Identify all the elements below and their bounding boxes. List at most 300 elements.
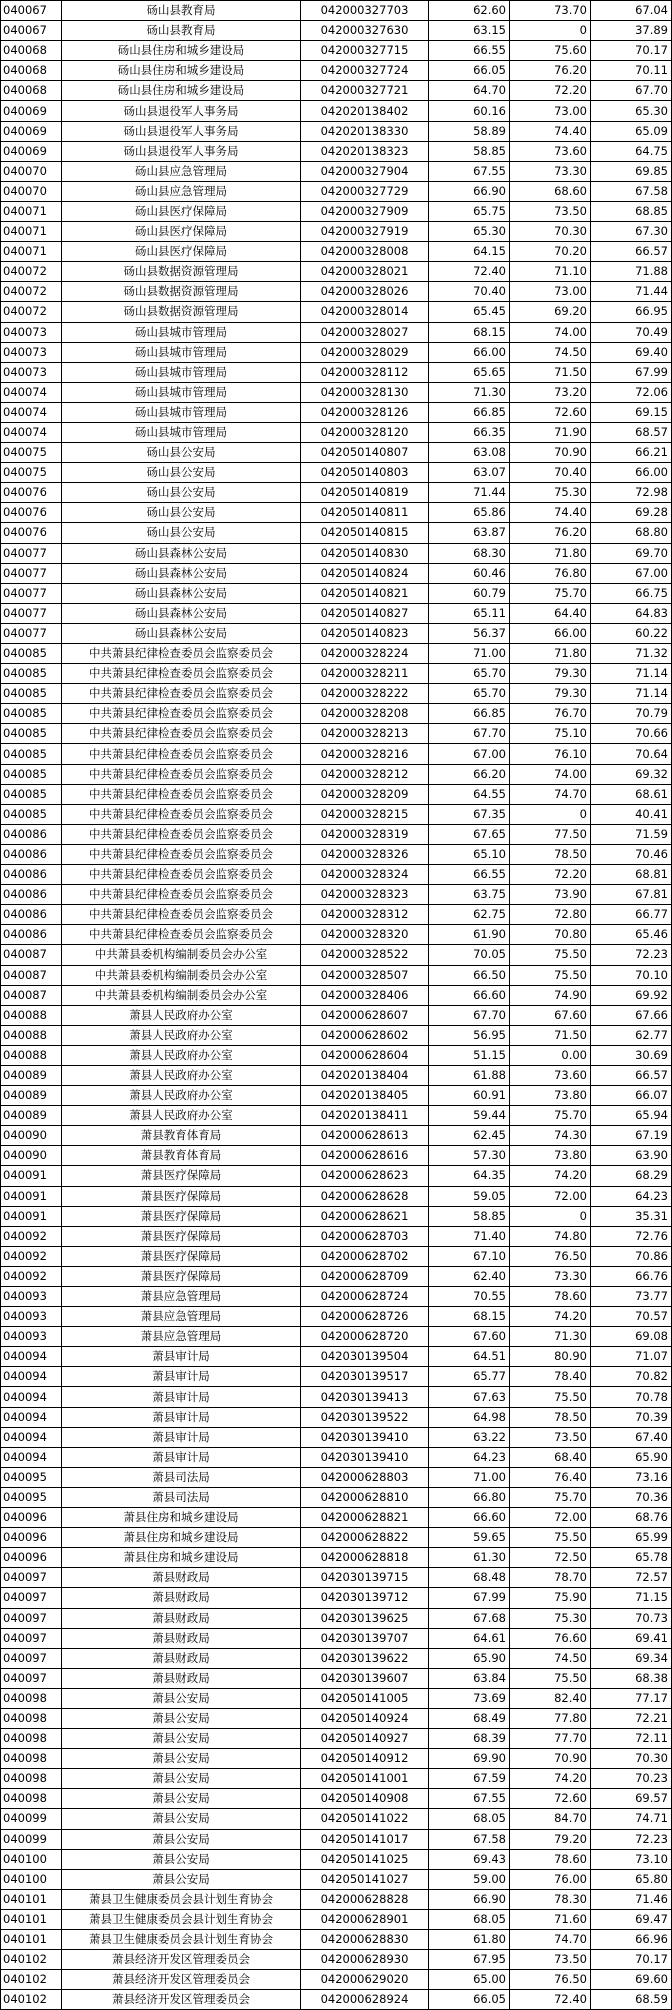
written-score-cell: 68.05 (429, 1809, 510, 1829)
written-score-cell: 67.99 (429, 1588, 510, 1608)
written-score-cell: 63.08 (429, 443, 510, 463)
interview-score-cell: 74.70 (510, 784, 591, 804)
position-code-cell: 040092 (1, 1266, 62, 1286)
table-row (1, 1206, 672, 1226)
interview-score-cell: 75.30 (510, 1608, 591, 1628)
exam-id-cell: 042000628821 (301, 1508, 429, 1528)
employer-cell: 萧县公安局 (62, 1789, 301, 1809)
position-code-cell: 040086 (1, 824, 62, 844)
written-score-cell: 65.86 (429, 503, 510, 523)
exam-id-cell: 042000628709 (301, 1266, 429, 1286)
table-row (1, 1809, 672, 1829)
interview-score-cell: 73.90 (510, 885, 591, 905)
exam-id-cell: 042000628602 (301, 1025, 429, 1045)
interview-score-cell: 78.60 (510, 1849, 591, 1869)
exam-id-cell: 042000328222 (301, 684, 429, 704)
employer-cell: 砀山县医疗保障局 (62, 222, 301, 242)
exam-id-cell: 042030139504 (301, 1347, 429, 1367)
written-score-cell: 65.11 (429, 603, 510, 623)
employer-cell: 砀山县退役军人事务局 (62, 121, 301, 141)
employer-cell: 中共萧县纪律检查委员会监察委员会 (62, 905, 301, 925)
interview-score-cell: 0 (510, 804, 591, 824)
employer-cell: 砀山县公安局 (62, 483, 301, 503)
position-code-cell: 040075 (1, 463, 62, 483)
interview-score-cell: 72.20 (510, 81, 591, 101)
interview-score-cell: 73.00 (510, 101, 591, 121)
interview-score-cell: 73.50 (510, 1427, 591, 1447)
table-row (1, 1467, 672, 1487)
exam-id-cell: 042000328126 (301, 402, 429, 422)
written-score-cell: 68.39 (429, 1729, 510, 1749)
written-score-cell: 73.69 (429, 1688, 510, 1708)
table-row (1, 1769, 672, 1789)
written-score-cell: 64.98 (429, 1407, 510, 1427)
table-row (1, 362, 672, 382)
written-score-cell: 71.44 (429, 483, 510, 503)
total-score-cell: 66.76 (591, 1266, 672, 1286)
employer-cell: 萧县公安局 (62, 1849, 301, 1869)
exam-id-cell: 042000328323 (301, 885, 429, 905)
position-code-cell: 040102 (1, 1990, 62, 2010)
exam-id-cell: 042000328008 (301, 242, 429, 262)
written-score-cell: 66.05 (429, 61, 510, 81)
position-code-cell: 040073 (1, 362, 62, 382)
written-score-cell: 59.00 (429, 1869, 510, 1889)
table-row (1, 1226, 672, 1246)
employer-cell: 砀山县城市管理局 (62, 322, 301, 342)
total-score-cell: 67.58 (591, 181, 672, 201)
employer-cell: 砀山县教育局 (62, 1, 301, 21)
table-row (1, 1548, 672, 1568)
position-code-cell: 040086 (1, 925, 62, 945)
table-row (1, 302, 672, 322)
table-row (1, 1970, 672, 1990)
position-code-cell: 040094 (1, 1347, 62, 1367)
position-code-cell: 040085 (1, 724, 62, 744)
interview-score-cell: 76.80 (510, 563, 591, 583)
total-score-cell: 67.30 (591, 222, 672, 242)
employer-cell: 萧县医疗保障局 (62, 1166, 301, 1186)
position-code-cell: 040077 (1, 603, 62, 623)
exam-id-cell: 042000328212 (301, 764, 429, 784)
written-score-cell: 68.49 (429, 1708, 510, 1728)
total-score-cell: 71.59 (591, 824, 672, 844)
exam-id-cell: 042000628621 (301, 1206, 429, 1226)
written-score-cell: 67.95 (429, 1950, 510, 1970)
written-score-cell: 63.07 (429, 463, 510, 483)
written-score-cell: 67.10 (429, 1246, 510, 1266)
total-score-cell: 69.57 (591, 1789, 672, 1809)
table-row (1, 865, 672, 885)
score-table-body (1, 1, 672, 2010)
employer-cell: 砀山县住房和城乡建设局 (62, 41, 301, 61)
position-code-cell: 040073 (1, 342, 62, 362)
interview-score-cell: 72.60 (510, 1789, 591, 1809)
position-code-cell: 040077 (1, 543, 62, 563)
total-score-cell: 69.85 (591, 161, 672, 181)
position-code-cell: 040098 (1, 1769, 62, 1789)
employer-cell: 萧县卫生健康委员会县计划生育协会 (62, 1909, 301, 1929)
table-row (1, 1729, 672, 1749)
written-score-cell: 67.55 (429, 1789, 510, 1809)
written-score-cell: 68.48 (429, 1568, 510, 1588)
position-code-cell: 040077 (1, 583, 62, 603)
exam-id-cell: 042020138323 (301, 141, 429, 161)
total-score-cell: 68.38 (591, 1668, 672, 1688)
written-score-cell: 67.00 (429, 744, 510, 764)
position-code-cell: 040068 (1, 61, 62, 81)
exam-id-cell: 042000328120 (301, 422, 429, 442)
employer-cell: 砀山县医疗保障局 (62, 242, 301, 262)
employer-cell: 砀山县森林公安局 (62, 583, 301, 603)
written-score-cell: 66.90 (429, 181, 510, 201)
exam-id-cell: 042030139622 (301, 1648, 429, 1668)
exam-id-cell: 042000328326 (301, 844, 429, 864)
interview-score-cell: 75.50 (510, 1387, 591, 1407)
employer-cell: 砀山县应急管理局 (62, 181, 301, 201)
position-code-cell: 040091 (1, 1166, 62, 1186)
table-row (1, 422, 672, 442)
position-code-cell: 040085 (1, 804, 62, 824)
interview-score-cell: 76.40 (510, 1467, 591, 1487)
total-score-cell: 69.40 (591, 342, 672, 362)
employer-cell: 中共萧县纪律检查委员会监察委员会 (62, 925, 301, 945)
written-score-cell: 70.05 (429, 945, 510, 965)
table-row (1, 101, 672, 121)
table-row (1, 1327, 672, 1347)
written-score-cell: 66.55 (429, 865, 510, 885)
total-score-cell: 64.75 (591, 141, 672, 161)
employer-cell: 砀山县退役军人事务局 (62, 141, 301, 161)
exam-id-cell: 042050140830 (301, 543, 429, 563)
interview-score-cell: 70.30 (510, 222, 591, 242)
exam-id-cell: 042050140823 (301, 623, 429, 643)
table-row (1, 583, 672, 603)
table-row (1, 322, 672, 342)
interview-score-cell: 73.60 (510, 141, 591, 161)
total-score-cell: 72.06 (591, 382, 672, 402)
written-score-cell: 63.87 (429, 523, 510, 543)
written-score-cell: 65.70 (429, 684, 510, 704)
employer-cell: 中共萧县纪律检查委员会监察委员会 (62, 804, 301, 824)
written-score-cell: 67.59 (429, 1769, 510, 1789)
total-score-cell: 70.36 (591, 1487, 672, 1507)
exam-id-cell: 042030139410 (301, 1447, 429, 1467)
written-score-cell: 65.00 (429, 1970, 510, 1990)
employer-cell: 萧县审计局 (62, 1387, 301, 1407)
written-score-cell: 62.75 (429, 905, 510, 925)
employer-cell: 萧县公安局 (62, 1869, 301, 1889)
written-score-cell: 68.15 (429, 322, 510, 342)
table-row (1, 644, 672, 664)
written-score-cell: 65.77 (429, 1367, 510, 1387)
exam-id-cell: 042000628822 (301, 1528, 429, 1548)
table-row (1, 764, 672, 784)
exam-id-cell: 042050140927 (301, 1729, 429, 1749)
employer-cell: 萧县财政局 (62, 1568, 301, 1588)
exam-id-cell: 042000328324 (301, 865, 429, 885)
exam-id-cell: 042050140924 (301, 1708, 429, 1728)
exam-id-cell: 042000328026 (301, 282, 429, 302)
interview-score-cell: 76.50 (510, 1246, 591, 1266)
interview-score-cell: 68.40 (510, 1447, 591, 1467)
table-row (1, 1307, 672, 1327)
position-code-cell: 040086 (1, 885, 62, 905)
total-score-cell: 69.28 (591, 503, 672, 523)
interview-score-cell: 66.00 (510, 623, 591, 643)
interview-score-cell: 78.40 (510, 1367, 591, 1387)
exam-id-cell: 042000328224 (301, 644, 429, 664)
written-score-cell: 68.05 (429, 1909, 510, 1929)
table-row (1, 985, 672, 1005)
employer-cell: 中共萧县委机构编制委员会办公室 (62, 945, 301, 965)
total-score-cell: 62.77 (591, 1025, 672, 1045)
interview-score-cell: 76.70 (510, 704, 591, 724)
exam-id-cell: 042050140819 (301, 483, 429, 503)
total-score-cell: 69.08 (591, 1327, 672, 1347)
employer-cell: 萧县医疗保障局 (62, 1226, 301, 1246)
total-score-cell: 65.94 (591, 1106, 672, 1126)
total-score-cell: 68.85 (591, 201, 672, 221)
table-row (1, 483, 672, 503)
position-code-cell: 040085 (1, 704, 62, 724)
position-code-cell: 040097 (1, 1648, 62, 1668)
interview-score-cell: 71.30 (510, 1327, 591, 1347)
total-score-cell: 71.46 (591, 1889, 672, 1909)
employer-cell: 中共萧县委机构编制委员会办公室 (62, 985, 301, 1005)
exam-id-cell: 042000327909 (301, 201, 429, 221)
written-score-cell: 59.05 (429, 1186, 510, 1206)
table-row (1, 503, 672, 523)
interview-score-cell: 77.70 (510, 1729, 591, 1749)
total-score-cell: 67.99 (591, 362, 672, 382)
written-score-cell: 67.55 (429, 161, 510, 181)
position-code-cell: 040071 (1, 222, 62, 242)
exam-id-cell: 042000328406 (301, 985, 429, 1005)
interview-score-cell: 78.60 (510, 1287, 591, 1307)
total-score-cell: 66.57 (591, 1065, 672, 1085)
exam-id-cell: 042030139522 (301, 1407, 429, 1427)
table-row (1, 1367, 672, 1387)
exam-id-cell: 042000328208 (301, 704, 429, 724)
position-code-cell: 040091 (1, 1186, 62, 1206)
total-score-cell: 67.00 (591, 563, 672, 583)
employer-cell: 萧县审计局 (62, 1427, 301, 1447)
interview-score-cell: 70.20 (510, 242, 591, 262)
position-code-cell: 040074 (1, 422, 62, 442)
exam-id-cell: 042030139625 (301, 1608, 429, 1628)
interview-score-cell: 73.50 (510, 201, 591, 221)
position-code-cell: 040100 (1, 1849, 62, 1869)
total-score-cell: 70.46 (591, 844, 672, 864)
position-code-cell: 040073 (1, 322, 62, 342)
interview-score-cell: 73.00 (510, 282, 591, 302)
position-code-cell: 040094 (1, 1427, 62, 1447)
written-score-cell: 58.85 (429, 141, 510, 161)
interview-score-cell: 70.40 (510, 463, 591, 483)
exam-id-cell: 042050140811 (301, 503, 429, 523)
interview-score-cell: 75.50 (510, 945, 591, 965)
table-row (1, 704, 672, 724)
exam-id-cell: 042000628702 (301, 1246, 429, 1266)
position-code-cell: 040094 (1, 1367, 62, 1387)
exam-id-cell: 042050141001 (301, 1769, 429, 1789)
total-score-cell: 72.23 (591, 1829, 672, 1849)
written-score-cell: 63.75 (429, 885, 510, 905)
position-code-cell: 040076 (1, 503, 62, 523)
employer-cell: 萧县财政局 (62, 1668, 301, 1688)
position-code-cell: 040096 (1, 1528, 62, 1548)
position-code-cell: 040070 (1, 181, 62, 201)
table-row (1, 1487, 672, 1507)
employer-cell: 砀山县公安局 (62, 443, 301, 463)
table-row (1, 1568, 672, 1588)
interview-score-cell: 75.50 (510, 965, 591, 985)
employer-cell: 砀山县城市管理局 (62, 402, 301, 422)
total-score-cell: 71.07 (591, 1347, 672, 1367)
employer-cell: 萧县公安局 (62, 1769, 301, 1789)
exam-id-cell: 042000327721 (301, 81, 429, 101)
interview-score-cell: 0 (510, 21, 591, 41)
interview-score-cell: 74.30 (510, 1126, 591, 1146)
position-code-cell: 040094 (1, 1407, 62, 1427)
employer-cell: 萧县人民政府办公室 (62, 1045, 301, 1065)
table-row (1, 1387, 672, 1407)
interview-score-cell: 72.20 (510, 865, 591, 885)
employer-cell: 萧县财政局 (62, 1628, 301, 1648)
position-code-cell: 040074 (1, 382, 62, 402)
exam-id-cell: 042000327729 (301, 181, 429, 201)
exam-id-cell: 042030139715 (301, 1568, 429, 1588)
employer-cell: 萧县教育体育局 (62, 1146, 301, 1166)
table-row (1, 1166, 672, 1186)
interview-score-cell: 75.50 (510, 1668, 591, 1688)
table-row (1, 1909, 672, 1929)
written-score-cell: 61.80 (429, 1930, 510, 1950)
exam-id-cell: 042000628613 (301, 1126, 429, 1146)
table-row (1, 1528, 672, 1548)
exam-id-cell: 042000628623 (301, 1166, 429, 1186)
employer-cell: 砀山县医疗保障局 (62, 201, 301, 221)
exam-id-cell: 042030139607 (301, 1668, 429, 1688)
employer-cell: 砀山县城市管理局 (62, 422, 301, 442)
total-score-cell: 65.78 (591, 1548, 672, 1568)
written-score-cell: 60.79 (429, 583, 510, 603)
table-row (1, 222, 672, 242)
written-score-cell: 66.85 (429, 402, 510, 422)
total-score-cell: 35.31 (591, 1206, 672, 1226)
total-score-cell: 64.23 (591, 1186, 672, 1206)
position-code-cell: 040068 (1, 81, 62, 101)
position-code-cell: 040096 (1, 1508, 62, 1528)
employer-cell: 萧县公安局 (62, 1749, 301, 1769)
table-row (1, 603, 672, 623)
total-score-cell: 72.57 (591, 1568, 672, 1588)
table-row (1, 141, 672, 161)
table-row (1, 1588, 672, 1608)
interview-score-cell: 73.50 (510, 1950, 591, 1970)
position-code-cell: 040097 (1, 1588, 62, 1608)
position-code-cell: 040072 (1, 282, 62, 302)
total-score-cell: 66.07 (591, 1086, 672, 1106)
interview-score-cell: 80.90 (510, 1347, 591, 1367)
interview-score-cell: 78.50 (510, 1407, 591, 1427)
position-code-cell: 040068 (1, 41, 62, 61)
employer-cell: 砀山县城市管理局 (62, 382, 301, 402)
total-score-cell: 66.21 (591, 443, 672, 463)
table-row (1, 121, 672, 141)
written-score-cell: 67.70 (429, 1005, 510, 1025)
written-score-cell: 64.35 (429, 1166, 510, 1186)
written-score-cell: 66.50 (429, 965, 510, 985)
position-code-cell: 040091 (1, 1206, 62, 1226)
total-score-cell: 60.22 (591, 623, 672, 643)
position-code-cell: 040067 (1, 1, 62, 21)
position-code-cell: 040094 (1, 1447, 62, 1467)
table-row (1, 1065, 672, 1085)
written-score-cell: 70.40 (429, 282, 510, 302)
written-score-cell: 68.30 (429, 543, 510, 563)
written-score-cell: 67.65 (429, 824, 510, 844)
exam-id-cell: 042000327703 (301, 1, 429, 21)
exam-id-cell: 042000327919 (301, 222, 429, 242)
exam-id-cell: 042050140821 (301, 583, 429, 603)
interview-score-cell: 73.60 (510, 1065, 591, 1085)
table-row (1, 1708, 672, 1728)
table-row (1, 1045, 672, 1065)
total-score-cell: 72.76 (591, 1226, 672, 1246)
table-row (1, 1869, 672, 1889)
table-row (1, 1849, 672, 1869)
total-score-cell: 70.17 (591, 41, 672, 61)
exam-id-cell: 042000328112 (301, 362, 429, 382)
total-score-cell: 69.15 (591, 402, 672, 422)
interview-score-cell: 73.20 (510, 382, 591, 402)
table-row (1, 81, 672, 101)
position-code-cell: 040069 (1, 141, 62, 161)
written-score-cell: 63.84 (429, 1668, 510, 1688)
written-score-cell: 71.30 (429, 382, 510, 402)
total-score-cell: 70.23 (591, 1769, 672, 1789)
employer-cell: 萧县司法局 (62, 1467, 301, 1487)
total-score-cell: 66.77 (591, 905, 672, 925)
exam-id-cell: 042000328522 (301, 945, 429, 965)
exam-id-cell: 042000628810 (301, 1487, 429, 1507)
written-score-cell: 60.91 (429, 1086, 510, 1106)
position-code-cell: 040072 (1, 302, 62, 322)
employer-cell: 萧县财政局 (62, 1588, 301, 1608)
interview-score-cell: 72.80 (510, 905, 591, 925)
total-score-cell: 72.11 (591, 1729, 672, 1749)
interview-score-cell: 74.40 (510, 121, 591, 141)
position-code-cell: 040086 (1, 865, 62, 885)
exam-id-cell: 042000328130 (301, 382, 429, 402)
total-score-cell: 73.16 (591, 1467, 672, 1487)
position-code-cell: 040089 (1, 1106, 62, 1126)
employer-cell: 萧县财政局 (62, 1648, 301, 1668)
written-score-cell: 60.46 (429, 563, 510, 583)
employer-cell: 萧县教育体育局 (62, 1126, 301, 1146)
written-score-cell: 67.70 (429, 724, 510, 744)
employer-cell: 萧县卫生健康委员会县计划生育协会 (62, 1930, 301, 1950)
written-score-cell: 72.40 (429, 262, 510, 282)
employer-cell: 砀山县城市管理局 (62, 362, 301, 382)
employer-cell: 萧县应急管理局 (62, 1307, 301, 1327)
table-row (1, 161, 672, 181)
employer-cell: 砀山县公安局 (62, 463, 301, 483)
table-row (1, 664, 672, 684)
written-score-cell: 64.55 (429, 784, 510, 804)
